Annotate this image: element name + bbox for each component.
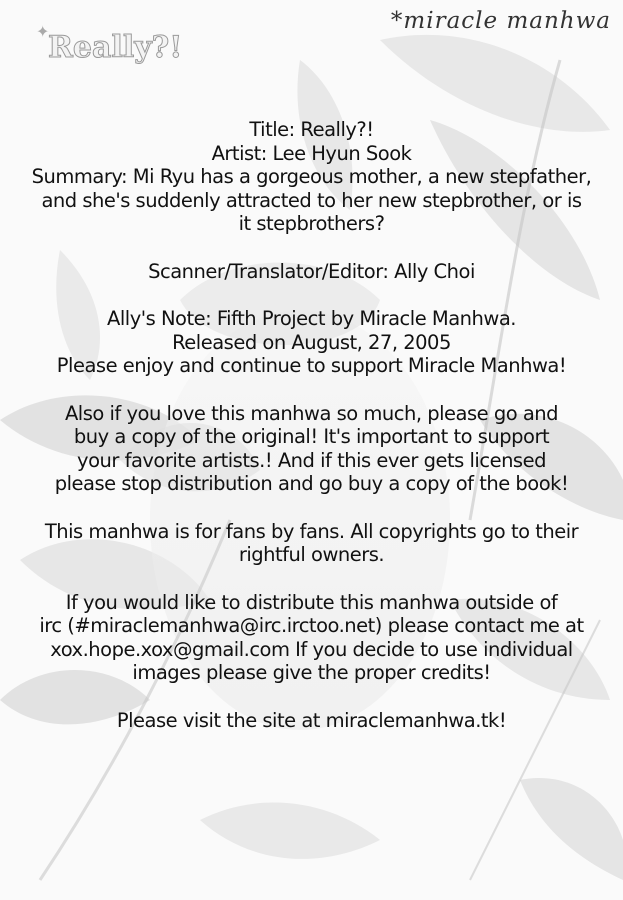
distribution-line: If you would like to distribute this manhwa outside of	[65, 590, 558, 614]
note-line: Ally's Note: Fifth Project by Miracle Manhwa.	[107, 307, 516, 330]
artist-line: Artist: Lee Hyun Sook	[211, 141, 412, 165]
title-line: Title: Really?!	[249, 118, 374, 141]
distribution-line: irc (#miraclemanhwa@irc.irctoo.net) please contact me at	[39, 614, 584, 637]
sparkle-icon: ✦	[36, 22, 50, 41]
summary-line: and she's suddenly attracted to her new stepbrother, or is	[41, 188, 582, 212]
copyright-line: rightful owners.	[238, 543, 385, 566]
credits-text-block	[18, 118, 605, 732]
note-line: Please enjoy and continue to support Miracle Manhwa!	[56, 354, 567, 377]
distribution-line: images please give the proper credits!	[132, 661, 491, 684]
support-line: please stop distribution and go buy a copy of the book!	[54, 472, 569, 495]
support-line: your favorite artists.! And if this ever gets licensed	[77, 448, 546, 472]
series-logo: Really?!	[48, 30, 183, 65]
credits-line: Scanner/Translator/Editor: Ally Choi	[148, 259, 475, 283]
copyright-line: This manhwa is for fans by fans. All copyrights go to their	[44, 519, 579, 543]
visit-site-line: Please visit the site at miraclemanhwa.tk!	[116, 708, 507, 732]
group-signature: *miracle manhwa	[390, 8, 611, 34]
distribution-line: xox.hope.xox@gmail.com If you decide to use individual	[50, 637, 573, 661]
support-line: buy a copy of the original! It's important to support	[73, 425, 550, 448]
summary-line: it stepbrothers?	[238, 212, 385, 235]
support-line: Also if you love this manhwa so much, please go and	[64, 401, 559, 425]
summary-line: Summary: Mi Ryu has a gorgeous mother, a new stepfather,	[31, 165, 592, 188]
note-line: Released on August, 27, 2005	[172, 330, 451, 354]
